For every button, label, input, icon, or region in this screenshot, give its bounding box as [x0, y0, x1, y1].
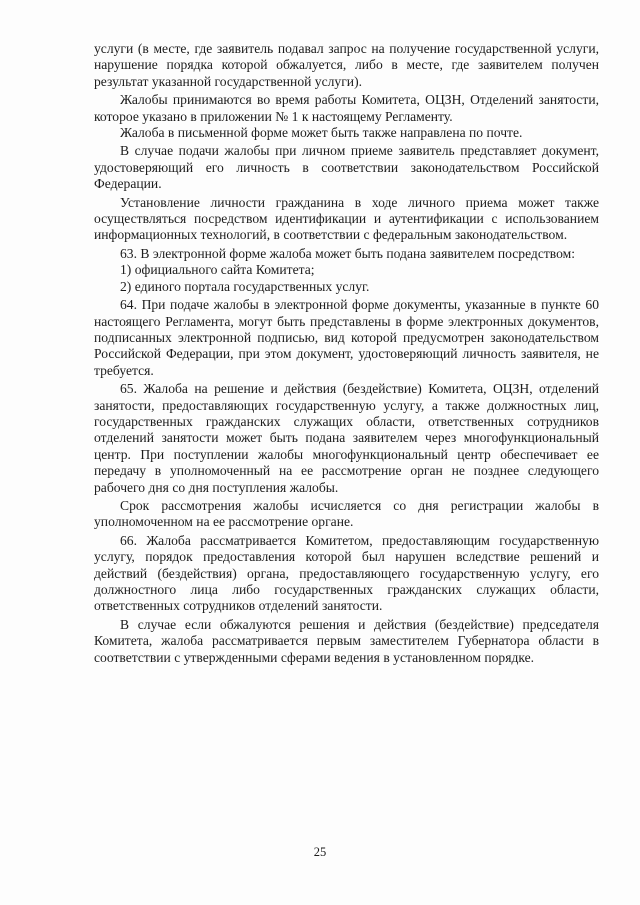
paragraph-64: 64. При подаче жалобы в электронной форме документы, указанные в пункте 60 настоящего Регламента, могут быть представлены в форме электронных документов, подписанных электронной подписью, вид которой предусмотрен законодательством Российской Федерации, при этом документ, удостоверяющий личность заявителя, не требуется.	[94, 297, 599, 378]
paragraph-reception-hours: Жалобы принимаются во время работы Комитета, ОЦЗН, Отделений занятости, которое указано в приложении № 1 к настоящему Регламенту.	[94, 92, 599, 124]
paragraph-63: 63. В электронной форме жалоба может быть подана заявителем посредством:	[120, 245, 576, 261]
list-item-1: 1) официального сайта Комитета;	[120, 262, 315, 278]
paragraph-chairman-appeal: В случае если обжалуются решения и действия (бездействие) председателя Комитета, жалоба рассматривается первым заместителем Губернатора области в соответствии с утвержденными сферами ведения в установленном порядке.	[94, 616, 599, 665]
list-item-2: 2) единого портала государственных услуг.	[120, 278, 370, 294]
paragraph-continuation: услуги (в месте, где заявитель подавал запрос на получение государственной услуги, нарушение порядка которой обжалуется, либо в месте, где заявителем получен результат указанной государственной услуги).	[94, 41, 599, 89]
paragraph-review-term: Срок рассмотрения жалобы исчисляется со дня регистрации жалобы в уполномоченном на ее рассмотрение органе.	[94, 497, 599, 530]
body-text	[94, 41, 599, 666]
paragraph-by-mail: Жалоба в письменной форме может быть также направлена по почте.	[120, 125, 523, 141]
paragraph-65: 65. Жалоба на решение и действия (бездействие) Комитета, ОЦЗН, отделений занятости, предоставляющих государственную услугу, а также должностных лиц, государственных гражданских служащих области, ответственных сотрудников отделений занятости может быть подана заявителем через многофункциональный центр. При поступлении жалобы многофункциональный центр обеспечивает ее передачу в уполномоченный на ее рассмотрение орган не позднее следующего рабочего дня со дня поступления жалобы.	[94, 381, 599, 495]
paragraph-personal-reception: В случае подачи жалобы при личном приеме заявитель представляет документ, удостоверяющий его личность в соответствии законодательством Российской Федерации.	[94, 143, 599, 192]
paragraph-66: 66. Жалоба рассматривается Комитетом, предоставляющим государственную услугу, порядок предоставления которой был нарушен вследствие решений и действий (бездействия) органа, предоставляющего государственную услугу, его должностного лица либо государственных гражданских служащих области, ответственных сотрудников отделений занятости.	[94, 532, 599, 614]
paragraph-identity-verification: Установление личности гражданина в ходе личного приема может также осуществляться посредством идентификации и аутентификации с использованием информационных технологий, в соответствии с федеральным законодательством.	[94, 194, 599, 243]
page-number: 25	[313, 845, 327, 859]
